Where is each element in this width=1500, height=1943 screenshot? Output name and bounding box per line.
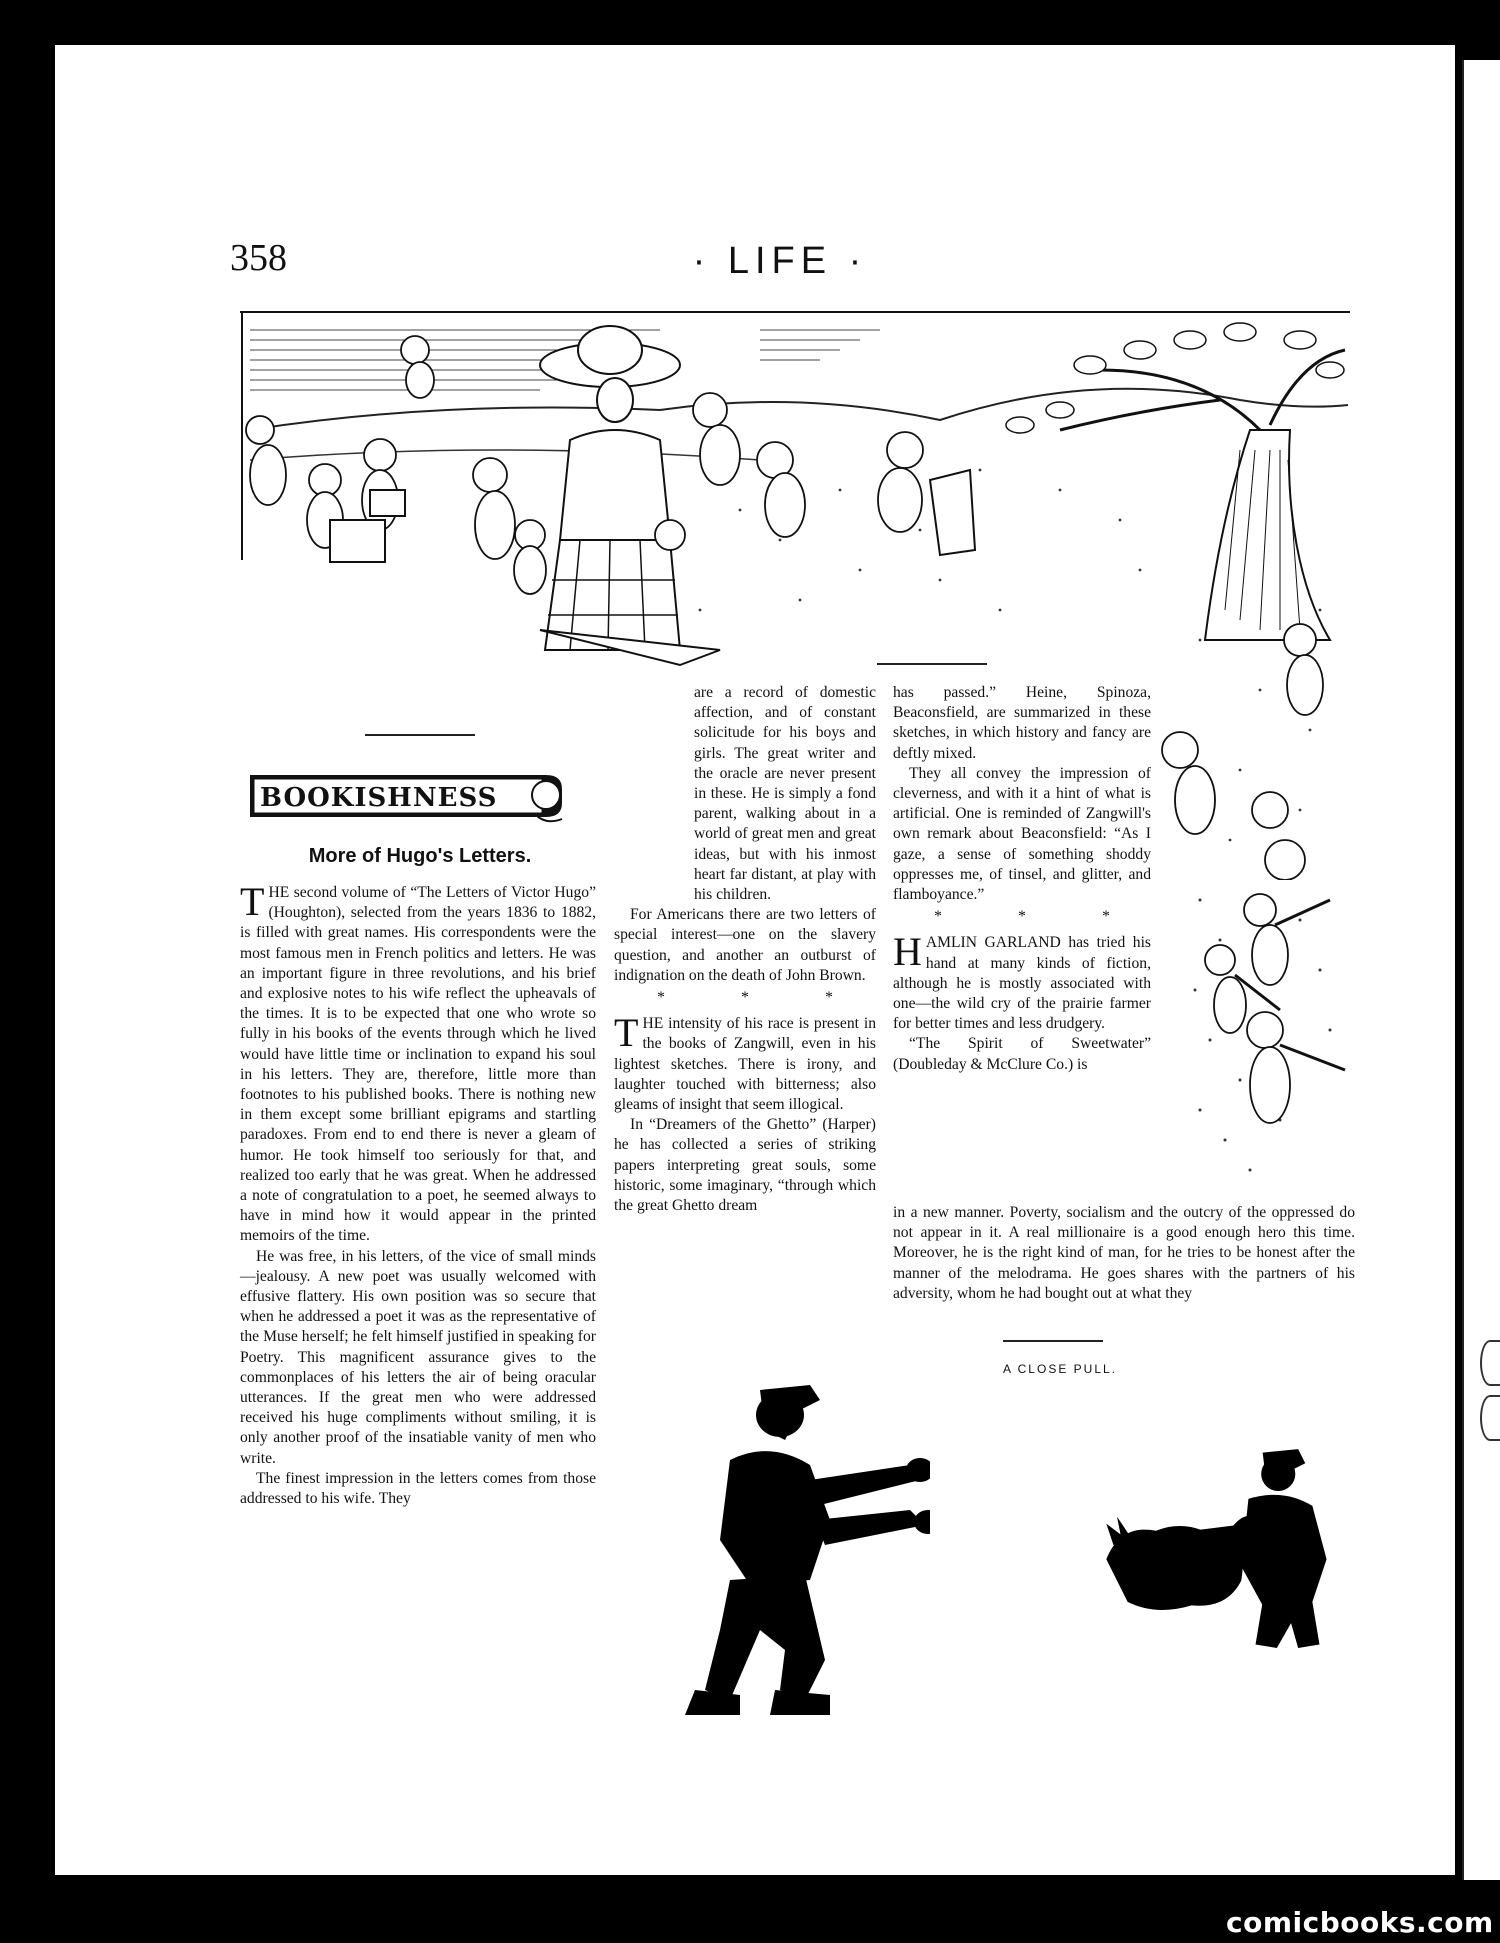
paragraph: In “Dreamers of the Ghetto” (Harper) he has collected a series of striking papers interpreting great souls, some historic, some imaginary, “through which the great Ghetto dream [614, 1116, 876, 1215]
paragraph: are a record of domestic affection, and of constant solicitude for his boys and girls. The great writer and the oracle are never present in these. He is simply a fond parent, walking about in a world of great men and great ideas, but with his inmost heart far distant, at play with his children. [694, 684, 876, 904]
paragraph-text: HE second volume of “The Letters of Victor Hugo” (Houghton), selected from the years 1836 to 1882, is filled with great names. His correspondents were the most famous men in French politics and letters. He was an important figure in three revolutions, and his brief and explosive notes to his wife reflect the upheavals of the times. It is to be expected that one who wrote so fully in his books of the events through which he lived would have little time or inclination to expand his soul in his letters. They are, therefore, little more than footnotes to his published books. There is nothing new in them except some brilliant epigrams and startling paradoxes. From end to end there is never a gleam of humor. He took himself too seriously for that, and realized too early that he was great. When he addressed a note of congratulation to a poet, he seemed always to have in mind how it would appear in the printed memoirs of the time. [240, 884, 596, 1245]
site-watermark: comicbooks.com [1226, 1906, 1494, 1939]
section-stars: * * * [657, 989, 869, 1007]
binding-mark [1480, 1340, 1500, 1386]
paragraph [240, 879, 596, 1247]
paragraph: The finest impression in the letters comes from those addressed to his wife. They [240, 1469, 596, 1508]
silhouette-man-rooster-illustration [1085, 1430, 1355, 1660]
page-number: 358 [230, 237, 287, 279]
paragraph-text: HE intensity of his race is present in the books of Zangwill, even in his lightest sketches. There is irony, and laughter touched with bitterness; also gleams of insight that seem illogical. [614, 1015, 876, 1114]
binding-mark [1480, 1395, 1500, 1441]
article-title: More of Hugo's Letters. [308, 845, 532, 867]
separator-rule [365, 734, 475, 736]
section-banner [246, 765, 566, 827]
paragraph: For Americans there are two letters of special interest—one on the slavery question, and another an outburst of indignation on the death of John Brown. [614, 906, 876, 984]
cherub-margin-illustration [1180, 880, 1350, 1180]
silhouette-man-illustration [610, 1370, 930, 1760]
article-column-3-wide [893, 1203, 1355, 1304]
paragraph [614, 1010, 876, 1115]
drop-cap: T [614, 1010, 639, 1056]
paragraph [893, 929, 1151, 1034]
paragraph: in a new manner. Poverty, socialism and the outcry of the oppressed do not appear in it. A real millionaire is a good enough hero this time. Moreover, he is the right kind of man, for he tries to be honest after the manner of the melodrama. He goes shares with the partners of his adversity, whom he had bought out at what they [893, 1204, 1355, 1302]
drop-cap: T [240, 879, 265, 924]
paragraph: He was free, in his letters, of the vice of small minds—jealousy. A new poet was usually welcomed with effusive flattery. His own position was so secure that when he addressed a poet it was as the representative of the Muse herself; he felt himself justified in speaking for Poetry. This magnificent assurance gives to the commonplaces of his letters the air of being oracular utterances. If the great men who were addressed received his huge compliments without smiling, it is only another proof of the insatiable vanity of men who write. [240, 1247, 596, 1467]
paragraph: has passed.” Heine, Spinoza, Beaconsfield, are summarized in these sketches, in which history and fancy are deftly mixed. [893, 684, 1151, 762]
article-column-1 [240, 879, 596, 1509]
adjacent-page-edge [1462, 60, 1500, 1880]
article-column-3 [893, 683, 1151, 1075]
paragraph: They all convey the impression of cleverness, and with it a hint of what is artificial. One is reminded of Zangwill's own remark about Beaconsfield: “As I gaze, a sense of something shoddy oppresses me, of tinsel, and glitter, and flamboyance.” [893, 764, 1151, 904]
masthead-title: · LIFE · [692, 240, 868, 282]
paragraph-text: AMLIN GARLAND has tried his hand at many kinds of fiction, although he is mostly associated with one—the wild cry of the prairie farmer for better times and less drudgery. [893, 934, 1151, 1033]
separator-rule [1003, 1340, 1103, 1342]
article-column-2 [614, 683, 876, 1216]
cartoon-caption: A CLOSE PULL. [1002, 1362, 1118, 1376]
paragraph: “The Spirit of Sweetwater” (Doubleday & McClure Co.) is [893, 1035, 1151, 1073]
drop-cap: H [893, 929, 922, 975]
separator-rule [877, 663, 987, 665]
section-banner-title: BOOKISHNESS [260, 783, 498, 813]
section-stars: * * * [934, 908, 1146, 926]
